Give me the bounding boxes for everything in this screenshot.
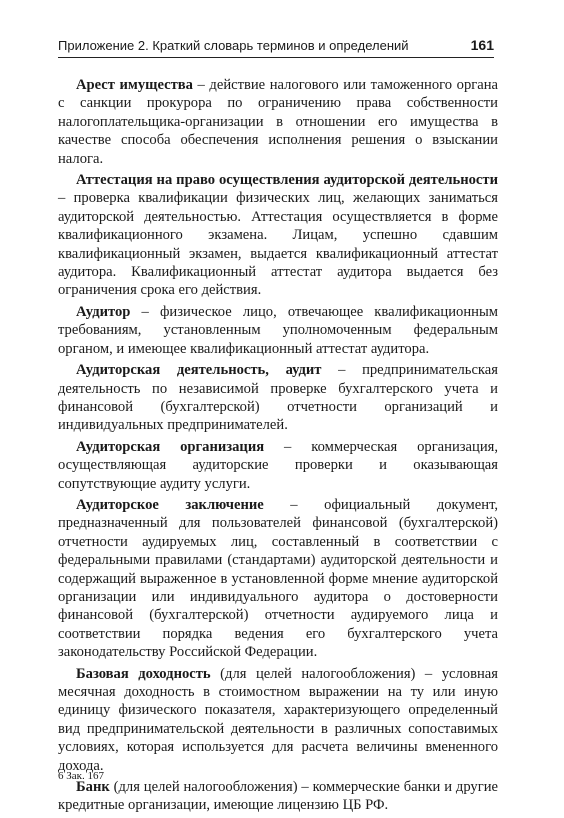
- entry-definition: – физическое лицо, отвечающее квалификационным требованиям, установленным уполномоченным федеральным органом, и имеющее квалификационный аттестат аудитора.: [58, 303, 498, 357]
- entry-definition: – предпринимательская деятельность по независимой проверке бухгалтерского учета и финансовой (бухгалтерской) отчетности организаций и индивидуальных предпринимателей.: [58, 362, 498, 434]
- entry-term: Аттестация на право осуществления аудиторской деятельности: [76, 172, 498, 189]
- glossary-entry: [58, 438, 498, 493]
- page-number: 161: [470, 37, 494, 53]
- entry-qualifier: (для целей налогообложения): [109, 779, 298, 796]
- glossary-entry: [58, 778, 498, 815]
- entry-definition: – проверка квалификации физических лиц, желающих заниматься аудиторской деятельностью. Аттестация осуществляется в форме квалификационного экзамена. Лицам, успешно сдавшим квалификационный экзамен, выдается квалификационный аттестат аудитора. Квалификационный аттестат аудитора выдается без ограничения срока его действия.: [58, 190, 498, 299]
- entry-definition: – коммерческие банки и другие кредитные организации, имеющие лицензию ЦБ РФ.: [58, 779, 498, 814]
- entry-term: Аудиторская деятельность, аудит: [76, 362, 322, 379]
- entry-qualifier: (для целей налогообложения): [210, 665, 416, 682]
- entry-term: Базовая доходность: [76, 665, 211, 682]
- entry-term: Банк: [76, 779, 110, 796]
- signature-mark: 6 Зак. 167: [58, 770, 104, 782]
- entry-term: Аудиторская организация: [76, 438, 265, 455]
- running-header: [58, 36, 494, 58]
- glossary-body: [58, 76, 498, 818]
- glossary-entry: [58, 665, 498, 775]
- glossary-entry: [58, 496, 498, 662]
- entry-definition: – действие налогового или таможенного органа с санкции прокурора по ограничению права собственности налогоплательщика-организации в отношении его имущества в качестве способа обеспечения исполнения решения о взыскании налога.: [58, 77, 498, 167]
- entry-definition: – официальный документ, предназначенный для пользователей финансовой (бухгалтерской) отчетности аудируемых лиц, составленный в соответствии с федеральными правилами (стандартами) аудиторской деятельности и содержащий выраженное в установленной форме мнение аудиторской организации или индивидуального аудитора о достоверности финансовой (бухгалтерской) отчетности аудируемого лица и соответствии порядка ведения его бухгалтерского учета законодательству Российской Федерации.: [58, 496, 498, 661]
- glossary-entry: [58, 303, 498, 358]
- entry-term: Аудиторское заключение: [76, 496, 264, 513]
- glossary-entry: [58, 171, 498, 300]
- entry-definition: – коммерческая организация, осуществляющая аудиторские проверки и оказывающая сопутствующие аудиту услуги.: [58, 438, 499, 492]
- glossary-entry: [58, 76, 498, 168]
- running-title: Приложение 2. Краткий словарь терминов и определений: [58, 38, 409, 53]
- entry-term: Аудитор: [76, 303, 131, 320]
- glossary-entry: [58, 361, 498, 435]
- entry-term: Арест имущества: [76, 77, 193, 93]
- entry-definition: – условная месячная доходность в стоимостном выражении на ту или иную единицу физического показателя, характеризующего определенный вид предпринимательской деятельности в различных сопоставимых условиях, которая используется для расчета величины вмененного дохода.: [58, 665, 498, 774]
